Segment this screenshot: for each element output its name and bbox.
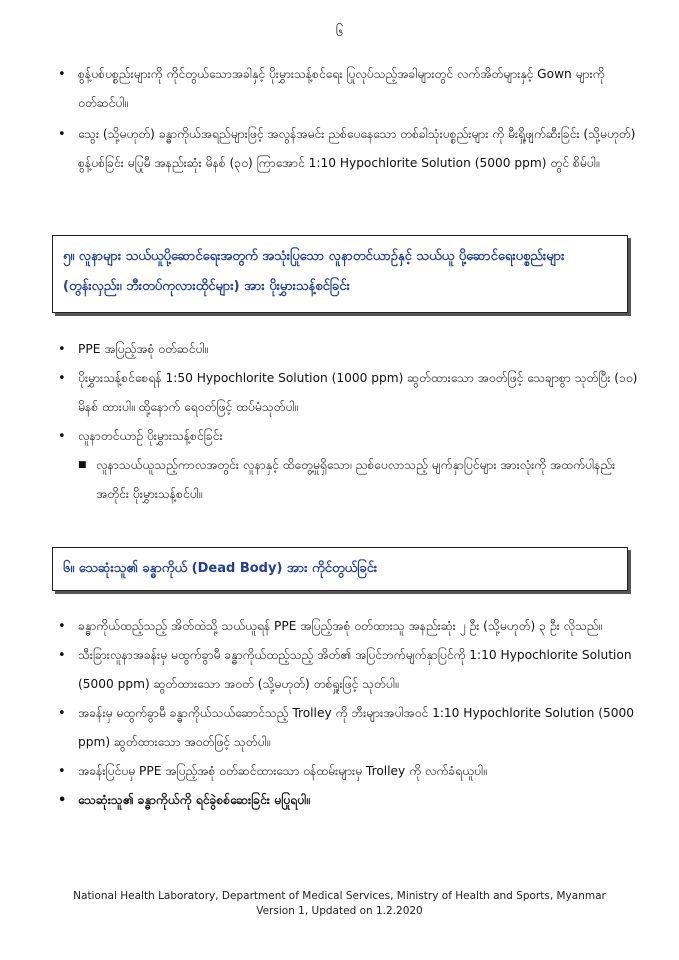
section-6-list [58,612,638,815]
footer [0,889,679,919]
bullet-icon: • [58,342,66,357]
bullet-icon: • [58,67,66,82]
bullet-icon: • [58,706,66,721]
section-6-heading: ၆။ သေဆုံးသူ၏ ခန္ဓာကိုယ် (Dead Body) အား ကိုင်တွယ်ခြင်း [52,547,628,591]
footer-organization: National Health Laboratory, Department of Medical Services, Ministry of Health and Sports, Myanmar [73,890,606,902]
footer-version: Version 1, Updated on 1.2.2020 [256,905,423,917]
list-item: • သွေး (သို့မဟုတ်) ခန္ဓာကိုယ်အရည်များဖြင့် အလွန်အမင်း ညစ်ပေနေသော တစ်ခါသုံးပစ္စည်းများ ကို မီးရှို့ဖျက်ဆီးခြင်း (သို့မဟုတ်) စွန့်ပစ်ခြင်း မပြုမီ အနည်းဆုံး မိနစ် (၃၀) ကြာအောင် 1:10 Hypochlorite Solution (5000 ppm) တွင် စိမ်ပါ။ [58,120,638,178]
list-item: • ပိုးမွှားသန့်စင်စေရန် 1:50 Hypochlorite Solution (1000 ppm) ဆွတ်ထားသော အဝတ်ဖြင့် သေချာစွာ သုတ်ပြီး (၁၀) မိနစ် ထားပါ။ ထို့နောက် ရေဝတ်ဖြင့် ထပ်မံသုတ်ပါ။ [58,364,638,422]
list-item: • ခန္ဓာကိုယ်ထည့်သည့် အိတ်ထဲသို့ သယ်ယူရန် PPE အပြည့်အစုံ ဝတ်ထားသူ အနည်းဆုံး ၂ ဦး (သို့မဟုတ်) ၃ ဦး လိုသည်။ [58,612,638,641]
section-5-list [58,335,638,509]
square-bullet-icon: ■ [78,460,87,470]
bullet-icon: • [58,648,66,663]
list-item-bold: • သေဆုံးသူ၏ ခန္ဓာကိုယ်ကို ရင်ခွဲစစ်ဆေးခြင်း မပြုရပါ။ [58,786,638,815]
bullet-icon: • [58,793,67,808]
bullet-icon: • [58,429,66,444]
page-number: ၆ [335,24,344,40]
list-item: • PPE အပြည့်အစုံ ဝတ်ဆင်ပါ။ [58,335,638,364]
top-bullet-list [58,60,638,178]
list-item: • သီးခြားလူနာအခန်းမှ မထွက်ခွာမီ ခန္ဓာကိုယ်ထည့်သည့် အိတ်၏ အပြင်ဘက်မျက်နှာပြင်ကို 1:10 Hypochlorite Solution (5000 ppm) ဆွတ်ထားသော အဝတ် (သို့မဟုတ်) တစ်ရှူးဖြင့် သုတ်ပါ။ [58,641,638,699]
list-item: • အခန်းပြင်ပမှ PPE အပြည့်အစုံ ဝတ်ဆင်ထားသော ဝန်ထမ်းများမှ Trolley ကို လက်ခံရယူပါ။ [58,757,638,786]
bullet-icon: • [58,127,66,142]
list-item: • လူနာတင်ယာဉ် ပိုးမွှားသန့်စင်ခြင်း [58,422,638,451]
list-item: • အခန်းမှ မထွက်ခွာမီ ခန္ဓာကိုယ်သယ်ဆောင်သည့် Trolley ကို ဘီးများအပါအဝင် 1:10 Hypochlorite Solution (5000 ppm) ဆွတ်ထားသော အဝတ်ဖြင့် သုတ်ပါ။ [58,699,638,757]
bullet-icon: • [58,371,66,386]
section-5-heading: ၅။ လူနာများ သယ်ယူပို့ဆောင်ရေးအတွက် အသုံးပြုသော လူနာတင်ယာဉ်နှင့် သယ်ယူ ပို့ဆောင်ရေးပစ္စည်းများ (တွန်းလှည်း၊ ဘီးတပ်ကုလားထိုင်များ) အား ပိုးမွှားသန့်စင်ခြင်း [52,235,628,313]
bullet-icon: • [58,619,66,634]
sub-list-item: ■ လူနာသယ်ယူသည့်ကာလအတွင်း လူနာနှင့် ထိတွေ့မှုရှိသော၊ ညစ်ပေလာသည့် မျက်နှာပြင်များ အားလုံးကို အထက်ပါနည်းအတိုင်း ပိုးမွှားသန့်စင်ပါ။ [58,451,638,509]
list-item: • စွန့်ပစ်ပစ္စည်းများကို ကိုင်တွယ်သောအခါနှင့် ပိုးမွှားသန့်စင်ရေး ပြုလုပ်သည့်အခါများတွင် လက်အိတ်များနှင့် Gown များကို ဝတ်ဆင်ပါ။ [58,60,638,118]
bullet-icon: • [58,764,66,779]
